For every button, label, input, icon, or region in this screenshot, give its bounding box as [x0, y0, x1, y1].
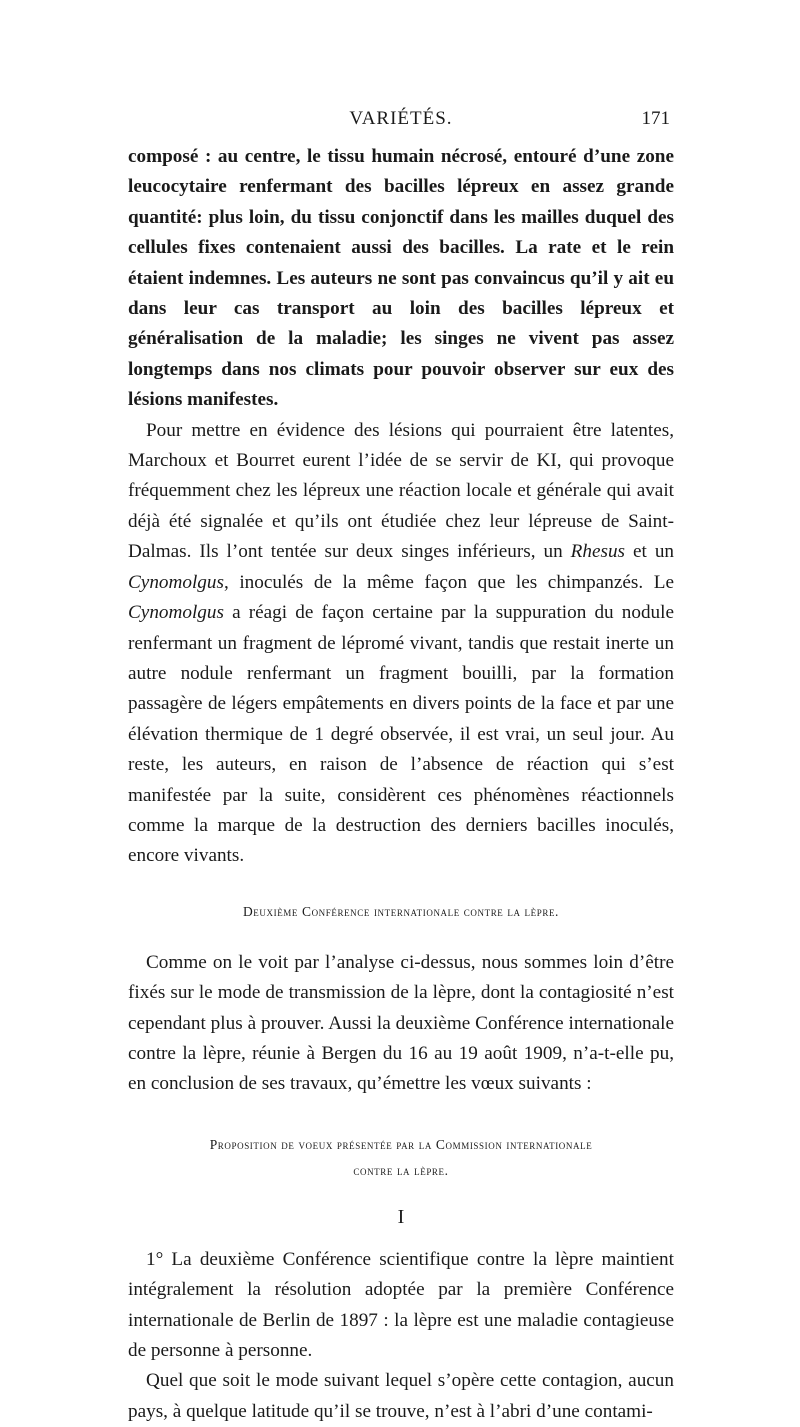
document-page — [128, 108, 674, 1427]
paragraph-2-text-b: et un — [625, 541, 675, 563]
paragraph-2-text-c: , inoculés de la même façon que les chimpanzés. Le — [223, 571, 674, 593]
section-heading-proposition-line-2: contre la lèpre. — [353, 1162, 449, 1178]
species-cynomolgus-1: Cynomolgus — [128, 571, 224, 593]
paragraph-4: 1° La deuxième Conférence scientifique contre la lèpre maintient intégralement la résolution adoptée par la première Conférence internationale de Berlin de 1897 : la lèpre est une maladie contagieuse de personne à personne. — [128, 1248, 674, 1361]
paragraph-1: composé : au centre, le tissu humain nécrosé, entouré d’une zone leucocytaire renfermant des bacilles lépreux en assez grande quantité: plus loin, du tissu conjonctif dans les mailles duquel des cellules fixes contenaient aussi des bacilles. La rate et le rein étaient indemnes. Les auteurs ne sont pas convaincus qu’il y ait eu dans leur cas transport au loin des bacilles lépreux et généralisation de la maladie; les singes ne vivent pas assez longtemps dans nos climats pour pouvoir observer sur eux des lésions manifestes. — [128, 146, 674, 411]
species-rhesus: Rhesus — [570, 541, 626, 563]
running-header — [128, 108, 674, 142]
species-cynomolgus-2: Cynomolgus — [128, 602, 224, 624]
paragraph-5: Quel que soit le mode suivant lequel s’opère cette contagion, aucun pays, à quelque latitude qu’il se trouve, n’est à l’abri d’une contami- — [128, 1370, 674, 1422]
section-heading-proposition-line-1: Proposition de voeux présentée par la Commission internationale — [209, 1136, 593, 1152]
page-number: 171 — [641, 108, 670, 129]
roman-numeral-heading: I — [397, 1205, 405, 1228]
paragraph-3: Comme on le voit par l’analyse ci-dessus, nous sommes loin d’être fixés sur le mode de transmission de la lèpre, dont la contagiosité n’est cependant plus à prouver. Aussi la deuxième Conférence internationale contre la lèpre, réunie à Bergen du 16 au 19 août 1909, n’a-t-elle pu, en conclusion de ses travaux, qu’émettre les vœux suivants : — [128, 951, 674, 1095]
section-heading-proposition — [128, 1132, 674, 1184]
running-title: VARIÉTÉS. — [349, 108, 453, 129]
section-heading-conference: Deuxième Conférence internationale contre la lèpre. — [242, 903, 560, 919]
paragraph-2 — [128, 416, 674, 872]
paragraph-2-text-d: a réagi de façon certaine par la suppuration du nodule renfermant un fragment de lépromé vivant, tandis que restait inerte un autre nodule renfermant un fragment bouilli, par la formation passagère de légers empâtements en divers points de la face et par une élévation thermique de 1 degré observée, il est vrai, un seul jour. Au reste, les auteurs, en raison de l’absence de réaction qui s’est manifestée par la suite, considèrent ces phénomènes réactionnels comme la marque de la destruction des derniers bacilles inoculés, encore vivants. — [128, 602, 674, 867]
paragraph-2-text-a: Pour mettre en évidence des lésions qui pourraient être latentes, Marchoux et Bourret eurent l’idée de se servir de KI, qui provoque fréquemment chez les lépreux une réaction locale et générale qui avait déjà été signalée et qu’ils ont étudiée chez leur lépreuse de Saint-Dalmas. Ils l’ont tentée sur deux singes inférieurs, un — [128, 419, 674, 563]
